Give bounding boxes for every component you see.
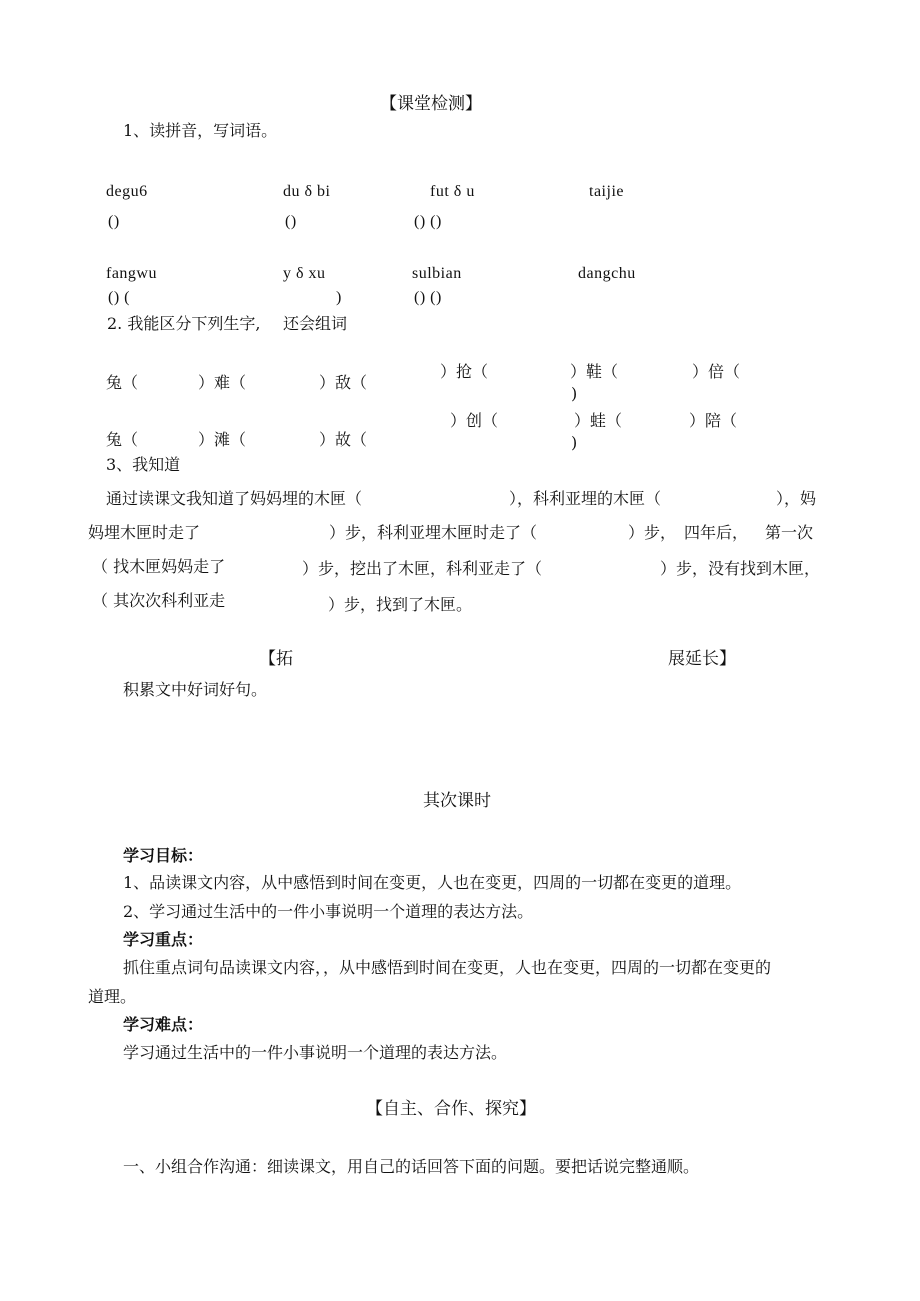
char-row-a-2: ）难（: [198, 373, 247, 392]
focus-label: 学习重点：: [123, 930, 204, 949]
p3-line4-a: （ 其次次科利亚走: [92, 591, 226, 610]
group-task-text: 一、小组合作沟通：细读课文，用自己的话回答下面的问题。要把话说完整通顺。: [123, 1157, 700, 1176]
blank-3: () (): [414, 213, 442, 230]
char-row-a-5: ）鞋（: [570, 362, 619, 381]
char-row-a-4: ）抢（: [440, 362, 489, 381]
section-title-classroom-test: 【课堂检测】: [380, 94, 482, 114]
blank-7: () (): [414, 289, 442, 306]
p3-line2-a: 妈埋木匣时走了: [88, 523, 201, 542]
p3-line3-b: ）步，挖出了木匣，科利亚走了（: [302, 559, 543, 578]
p3-line3-c: ）步，没有找到木匣，: [660, 559, 821, 578]
char-row-b-2: ）滩（: [198, 430, 247, 449]
focus-line-2: 道理。: [88, 987, 137, 1006]
extension-text: 积累文中好词好句。: [123, 680, 268, 699]
pinyin-3: fut δ u: [430, 183, 475, 200]
char-row-a-1: 兔（: [106, 373, 139, 392]
difficulty-text: 学习通过生活中的一件小事说明一个道理的表达方法。: [123, 1043, 508, 1062]
pinyin-4: taijie: [589, 183, 624, 200]
question-2-part-b: 还会组词: [283, 314, 348, 333]
p3-line2-b: ）步，科利亚埋木匣时走了（: [329, 523, 538, 542]
pinyin-8: dangchu: [578, 265, 636, 282]
char-row-a-3: ）敌（: [319, 373, 368, 392]
section-title-extension-right: 展延长】: [668, 649, 736, 669]
pinyin-5: fangwu: [106, 265, 157, 282]
char-row-a-close: ): [571, 384, 578, 403]
blank-5: () (: [108, 289, 130, 306]
focus-line-1: 抓住重点词句品读课文内容，，从中感悟到时间在变更，人也在变更，四周的一切都在变更的: [123, 958, 772, 977]
char-row-b-4: ）创（: [450, 411, 499, 430]
p3-line1-c: ），妈: [776, 489, 817, 508]
p3-line2-d: 四年后，: [684, 523, 749, 542]
p3-line2-e: 第一次: [765, 523, 814, 542]
char-row-a-6: ）倍（: [692, 362, 741, 381]
goal-2: 2、学习通过生活中的一件小事说明一个道理的表达方法。: [123, 902, 534, 921]
char-row-b-5: ）蛙（: [574, 411, 623, 430]
char-row-b-close: ): [571, 433, 578, 452]
p3-line4-b: ）步，找到了木匣。: [328, 595, 473, 614]
section-title-extension-left: 【拓: [259, 649, 293, 669]
question-1: 1、读拼音，写词语。: [123, 121, 278, 140]
p3-line1-a: 通过读课文我知道了妈妈埋的木匣（: [106, 489, 363, 508]
blank-6: ): [336, 289, 342, 306]
blank-2: (): [285, 213, 297, 230]
question-3: 3、我知道: [106, 455, 181, 474]
pinyin-1: degu6: [106, 183, 148, 200]
difficulty-label: 学习难点：: [123, 1015, 204, 1034]
section-title-explore: 【自主、合作、探究】: [366, 1099, 536, 1119]
pinyin-7: sulbian: [412, 265, 462, 282]
p3-line3-a: （ 找木匣妈妈走了: [92, 557, 226, 576]
pinyin-2: du δ bi: [283, 183, 331, 200]
p3-line2-c: ）步，: [628, 523, 677, 542]
char-row-b-6: ）陪（: [689, 411, 738, 430]
p3-line1-b: ），科利亚埋的木匣（: [509, 489, 662, 508]
blank-1: (): [108, 213, 120, 230]
char-row-b-3: ）故（: [319, 430, 368, 449]
goals-label: 学习目标：: [123, 846, 204, 865]
question-2-part-a: 2. 我能区分下列生字,: [107, 314, 261, 333]
lesson-2-title: 其次课时: [423, 791, 491, 811]
char-row-b-1: 兔（: [106, 430, 139, 449]
pinyin-6: y δ xu: [283, 265, 326, 282]
goal-1: 1、品读课文内容，从中感悟到时间在变更，人也在变更，四周的一切都在变更的道理。: [123, 873, 742, 892]
